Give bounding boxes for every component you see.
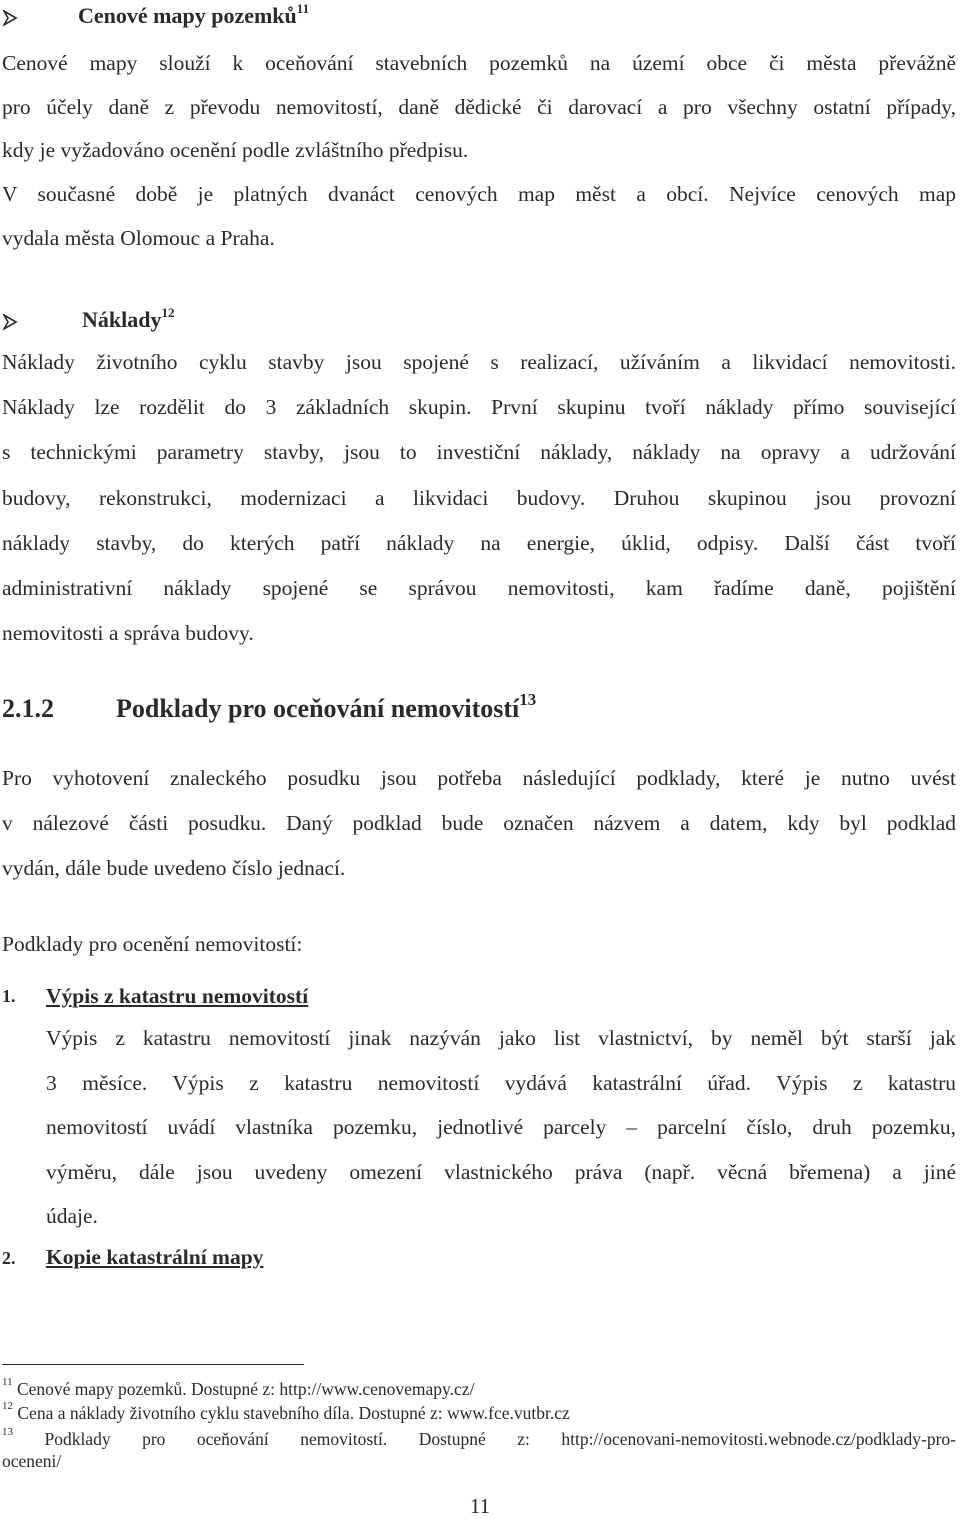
paragraph-naklady (2, 340, 956, 656)
text-line: Výpis z katastru nemovitostí jinak nazýván jako list vlastnictví, by neměl být starší jak (46, 1026, 956, 1050)
footnote (2, 1378, 956, 1400)
text-line: Náklady životního cyklu stavby jsou spojené s realizací, užíváním a likvidací nemovitosti. (2, 350, 956, 374)
page-number: 11 (469, 1494, 491, 1518)
list-item-title: Výpis z katastru nemovitostí (46, 984, 309, 1008)
heading-text: Cenové mapy pozemků (78, 3, 297, 28)
text-line: Cenové mapy slouží k oceňování stavebních pozemků na území obce či města převážně (2, 51, 956, 75)
text-line: 3 měsíce. Výpis z katastru nemovitostí vydává katastrální úřad. Výpis z katastru (46, 1070, 956, 1095)
section-title: Podklady pro oceňování nemovitostí (116, 694, 520, 723)
footnote-text: Cenové mapy pozemků. Dostupné z: http://www.cenovemapy.cz/ (16, 1379, 475, 1399)
footnote-ref[interactable]: 12 (161, 304, 175, 320)
text-line: v nálezové části posudku. Daný podklad bude označen názvem a datem, kdy byl podklad (2, 811, 956, 835)
arrow-bullet-icon (2, 314, 18, 330)
footnote-separator (2, 1364, 304, 1365)
list-item-number: 1. (2, 986, 16, 1006)
list-item-title: Kopie katastrální mapy (46, 1245, 264, 1269)
heading-text: Náklady (82, 307, 162, 332)
footnote-number: 13 (2, 1426, 13, 1439)
text-line: výměru, dále jsou uvedeny omezení vlastnického práva (např. věcná břemena) a jiné (46, 1159, 956, 1184)
text-line: Pro vyhotovení znaleckého posudku jsou potřeba následující podklady, které je nutno uvést (2, 766, 956, 790)
text-line: nemovitosti a správa budovy. (2, 621, 254, 646)
list-item-number: 2. (2, 1248, 16, 1268)
text-line: budovy, rekonstrukci, modernizaci a likvidaci budovy. Druhou skupinou jsou provozní (2, 485, 956, 510)
footnote-number: 12 (2, 1400, 13, 1413)
footnote-text-continued: oceneni/ (2, 1451, 62, 1471)
text-line: pro účely daně z převodu nemovitostí, daně dědické či darovací a pro všechny ostatní případy, (2, 94, 956, 119)
footnote (2, 1402, 956, 1424)
footnote (2, 1428, 956, 1472)
text-line: V současné době je platných dvanáct cenových map měst a obcí. Nejvíce cenových map (2, 182, 956, 207)
paragraph-cenove-mapy (2, 42, 956, 260)
text-line: vydala města Olomouc a Praha. (2, 225, 275, 250)
text-line: nemovitostí uvádí vlastníka pozemku, jednotlivé parcely – parcelní číslo, druh pozemku, (46, 1115, 956, 1139)
list-item-body (46, 1016, 956, 1239)
text-line: údaje. (46, 1204, 98, 1228)
footnote-number: 11 (2, 1376, 13, 1389)
text-line: administrativní náklady spojené se správou nemovitosti, kam řadíme daně, pojištění (2, 576, 956, 601)
footnote-ref[interactable]: 11 (296, 0, 310, 16)
arrow-bullet-icon (2, 10, 18, 26)
text-line: vydán, dále bude uvedeno číslo jednací. (2, 856, 346, 880)
text-line: s technickými parametry stavby, jsou to investiční náklady, náklady na opravy a udržování (2, 440, 956, 465)
text-line: Náklady lze rozdělit do 3 základních skupin. První skupinu tvoří náklady přímo související (2, 395, 956, 420)
section-number: 2.1.2 (2, 694, 54, 723)
text-line: kdy je vyžadováno ocenění podle zvláštního předpisu. (2, 138, 469, 163)
footnote-ref[interactable]: 13 (519, 690, 537, 710)
text-line: náklady stavby, do kterých patří náklady na energie, úklid, odpisy. Další část tvoří (2, 530, 956, 555)
list-intro: Podklady pro ocenění nemovitostí: (2, 932, 303, 956)
footnote-text: Podklady pro oceňování nemovitostí. Dostupné z: http://ocenovani-nemovitosti.webnode.cz/podklady-pro- (44, 1429, 957, 1449)
footnote-text: Cena a náklady životního cyklu stavebního díla. Dostupné z: www.fce.vutbr.cz (17, 1403, 570, 1423)
paragraph-podklady (2, 756, 956, 891)
